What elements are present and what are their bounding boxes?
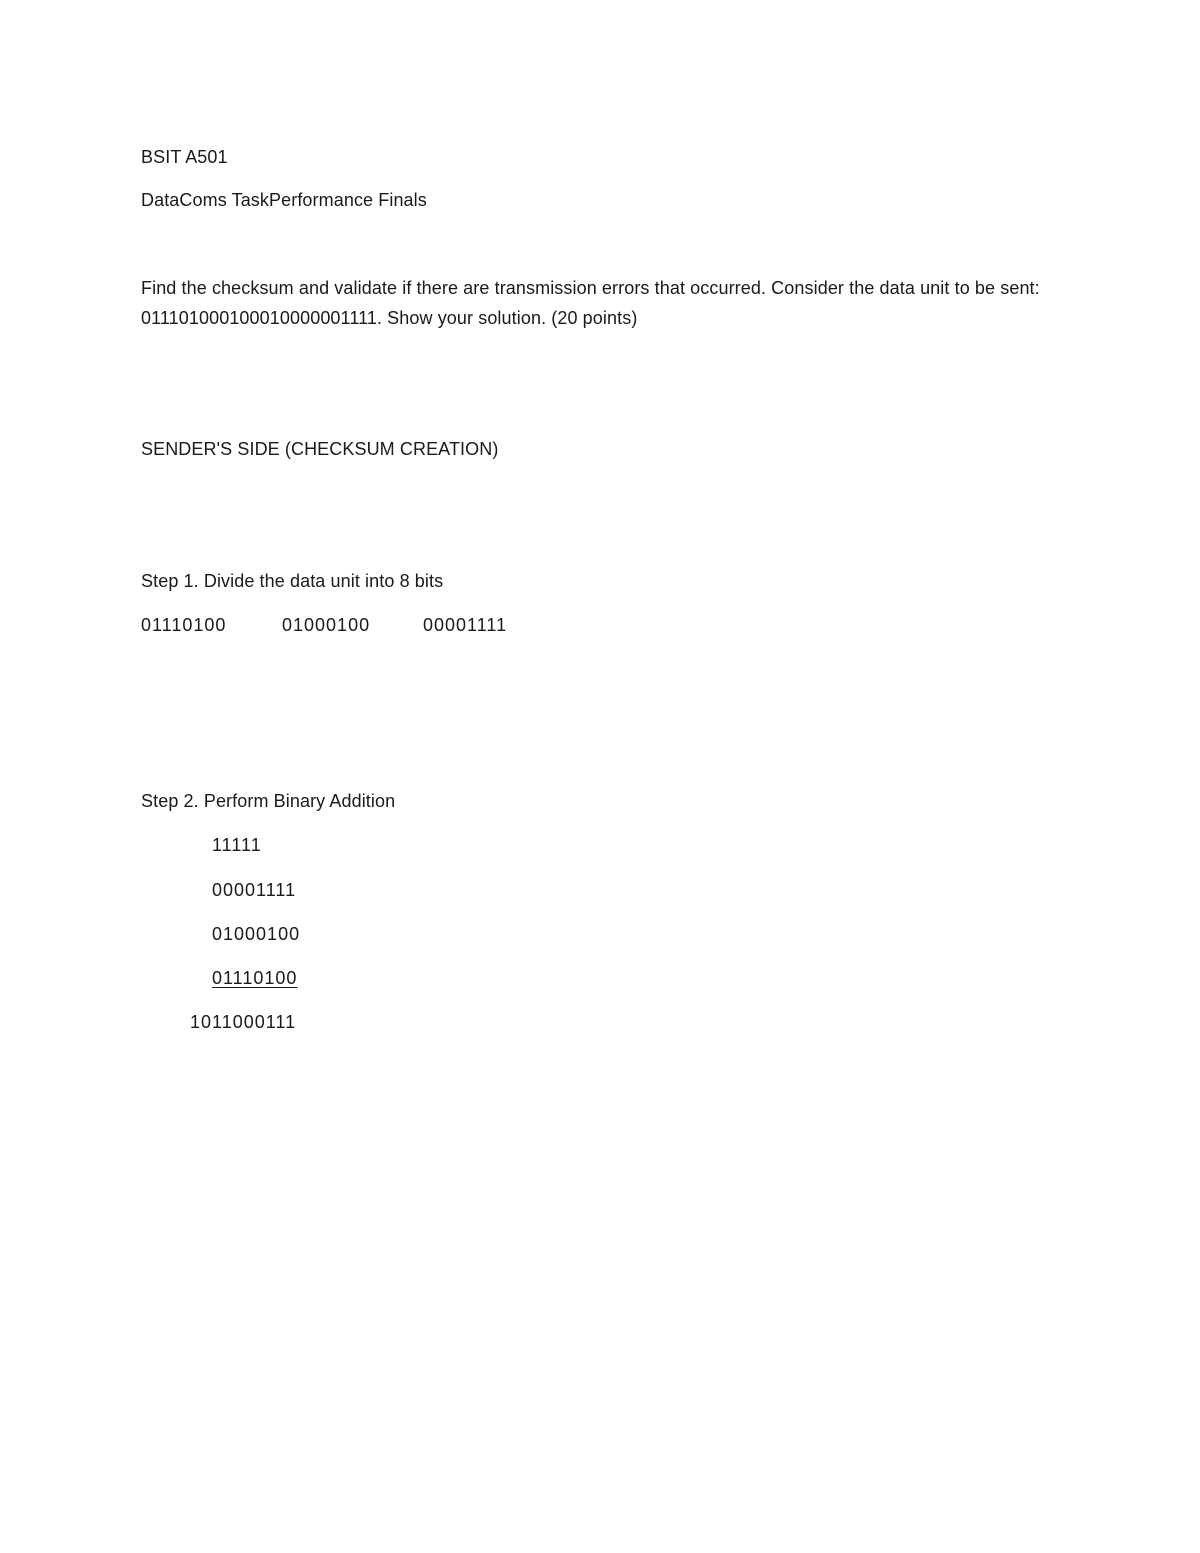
question-text: Find the checksum and validate if there are transmission errors that occurred. Consider the data unit to be sent: 011101000100010000001111. Show your solution. (20 points) — [141, 278, 1040, 328]
carry-bits: 11111 — [212, 835, 262, 855]
data-block-3: 00001111 — [423, 615, 508, 635]
data-block-1: 01110100 — [141, 615, 227, 635]
section-label: BSIT A501 — [141, 147, 228, 167]
step2-title: Step 2. Perform Binary Addition — [141, 791, 396, 811]
binary-sum: 1011000111 — [190, 1012, 297, 1032]
course-title: DataComs TaskPerformance Finals — [141, 190, 427, 210]
sender-heading: SENDER'S SIDE (CHECKSUM CREATION) — [141, 439, 499, 459]
addend-1: 00001111 — [212, 880, 297, 900]
addend-3: 01110100 — [212, 968, 298, 988]
step1-title: Step 1. Divide the data unit into 8 bits — [141, 571, 444, 591]
addend-2: 01000100 — [212, 924, 301, 944]
data-block-2: 01000100 — [282, 615, 371, 635]
